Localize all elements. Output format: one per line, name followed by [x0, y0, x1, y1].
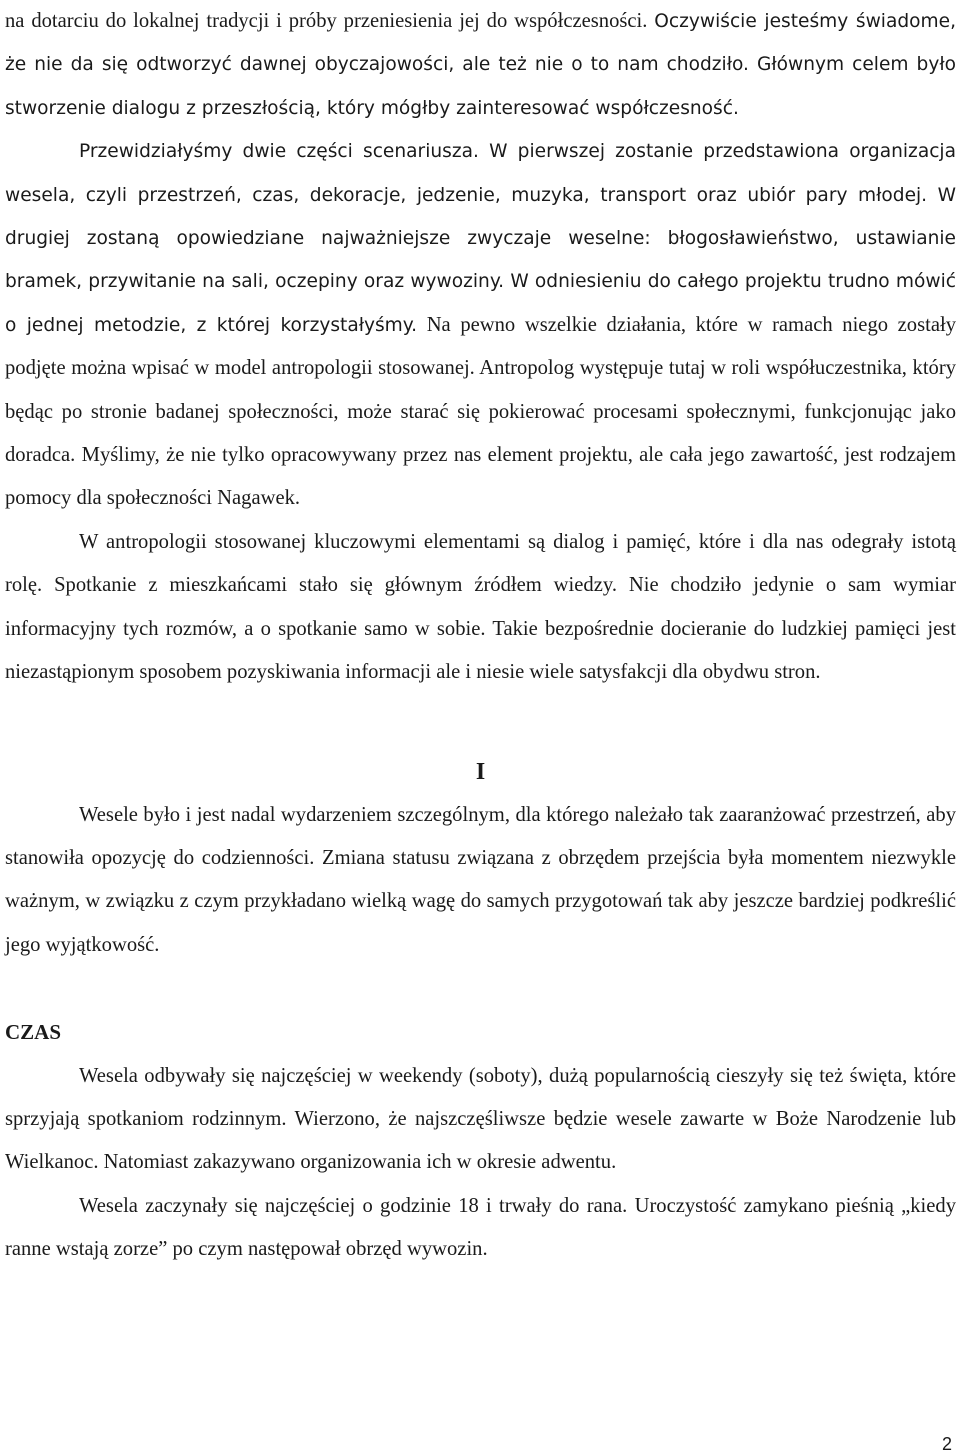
paragraph-czas-1: Wesela odbywały się najczęściej w weekendy (soboty), dużą popularnością cieszyły się też święta, które sprzyjają spotkaniom rodzinnym. Wierzono, że najszczęśliwsze będzie wesele zawarte w Boże Narodzenie lub Wielkanoc. Natomiast zakazywano organizowania ich w okresie adwentu. — [5, 1064, 956, 1174]
paragraph-applied-anthropology-text: W antropologii stosowanej kluczowymi elementami są dialog i pamięć, które i dla nas odegrały istotą rolę. Spotkanie z mieszkańcami stało się głównym źródłem wiedzy. Nie chodziło jedynie o sam wymiar informacyjny tych rozmów, a o spotkanie samo w sobie. Takie bezpośrednie docieranie do ludzkiej pamięci jest niezastąpionym sposobem pozyskiwania informacji ale i niesie wiele satysfakcji dla obydwu stron. — [5, 530, 956, 684]
paragraph-applied-anthropology — [5, 521, 956, 695]
paragraph-intro-part-1: na dotarciu do lokalnej tradycji i próby przeniesienia jej do współczesności. — [5, 10, 655, 32]
paragraph-scenario — [5, 130, 956, 521]
section-heading-czas: CZAS — [5, 1020, 62, 1045]
paragraph-czas-2: Wesela zaczynały się najczęściej o godzinie 18 i trwały do rana. Uroczystość zamykano pieśnią „kiedy ranne wstają zorze” po czym następował obrzęd wywozin. — [5, 1194, 956, 1261]
paragraph-intro-part-2: Oczywiście jesteśmy świadome, że nie da się odtworzyć dawnej obyczajowości, ale też nie o to nam chodziło. Głównym celem było stworzenie dialogu z przeszłością, który mógłby zainteresować współczesność. — [5, 11, 957, 119]
spacer — [5, 695, 956, 750]
paragraph-intro — [5, 0, 956, 130]
page-number: 2 — [941, 1434, 952, 1454]
section-heading-roman: I — [475, 758, 486, 785]
document-page — [5, 0, 956, 1272]
paragraph-section-one: Wesele było i jest nadal wydarzeniem szczególnym, dla którego należało tak zaaranżować przestrzeń, aby stanowiła opozycję do codzienności. Zmiana statusu związana z obrzędem przejścia była momentem niezwykle ważnym, w związku z czym przykładano wielką wagę do samych przygotowań tak aby jeszcze bardziej podkreślić jego wyjątkowość. — [5, 803, 956, 956]
paragraph-scenario-part-2: Na pewno wszelkie działania, które w ramach niego zostały podjęte można wpisać w model antropologii stosowanej. Antropolog występuje tutaj w roli współuczestnika, który będąc po stronie badanej społeczności, może starać się pokierować procesami społecznymi, funkcjonując jako doradca. Myślimy, że nie tylko opracowywany przez nas element projektu, ale cała jego zawartość, jest rodzajem pomocy dla społeczności Nagawek. — [5, 313, 956, 510]
paragraph-scenario-part-1: Przewidziałyśmy dwie części scenariusza. W pierwszej zostanie przedstawiona organizacja wesela, czyli przestrzeń, czas, dekoracje, jedzenie, muzyka, transport oraz ubiór pary młodej. W drugiej zostaną opowiedziane najważniejsze zwyczaje weselne: błogosławieństwo, ustawianie bramek, przywitanie na sali, oczepiny oraz wywoziny. W odniesieniu do całego projektu trudno mówić o jednej metodzie, z której korzystałyśmy. — [5, 141, 956, 336]
spacer — [5, 967, 956, 1011]
